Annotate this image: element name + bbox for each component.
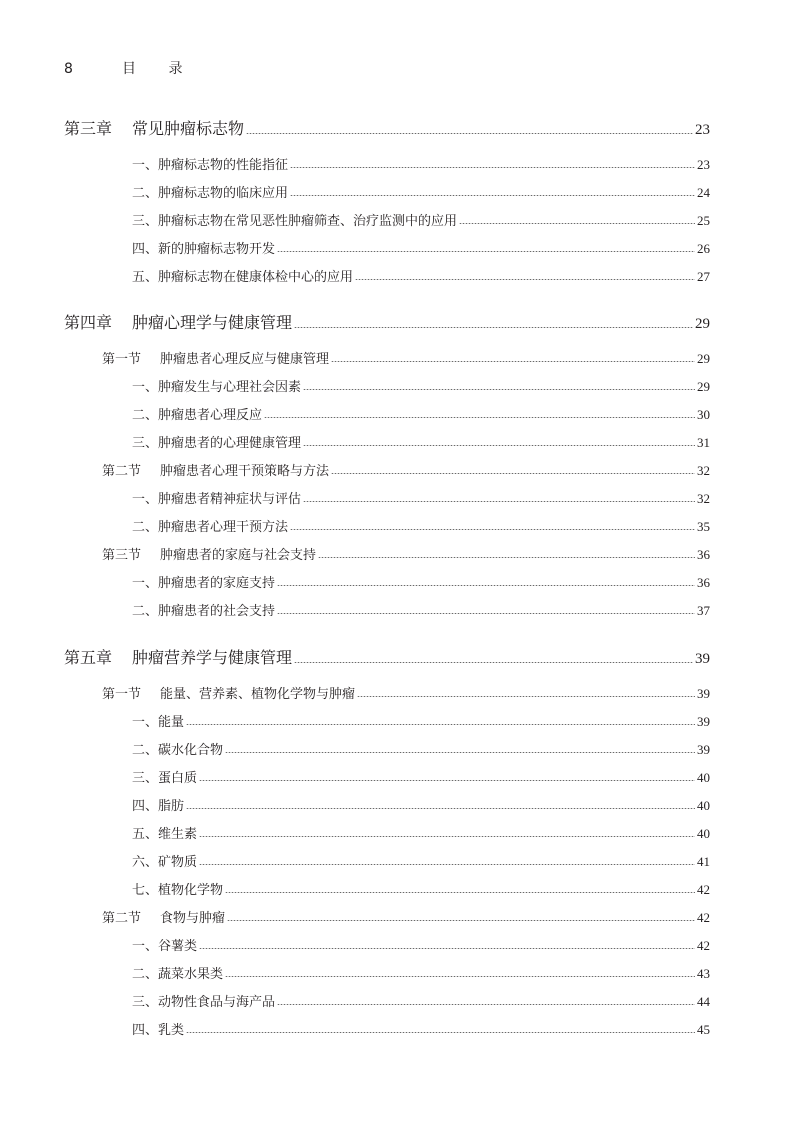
toc-item-label bbox=[132, 182, 288, 201]
dot-leader bbox=[331, 473, 695, 474]
toc-page-number: 23 bbox=[697, 157, 710, 172]
toc-page-number: 32 bbox=[697, 491, 710, 506]
toc-item-label bbox=[132, 711, 184, 730]
toc-section-row[interactable] bbox=[64, 544, 710, 563]
toc-item-row[interactable] bbox=[64, 823, 710, 842]
toc-item-title: 二、肿瘤患者的社会支持 bbox=[132, 604, 276, 619]
toc-chapter-title: 常见肿瘤标志物 bbox=[132, 119, 245, 138]
toc-section-title: 肿瘤患者的家庭与社会支持 bbox=[160, 548, 317, 563]
toc-page-number: 26 bbox=[697, 241, 710, 256]
toc-item-title: 四、脂肪 bbox=[132, 799, 185, 814]
toc-section-label bbox=[102, 683, 355, 702]
toc-item-title: 二、肿瘤患者心理反应 bbox=[132, 408, 263, 423]
toc-item-row[interactable] bbox=[64, 879, 710, 898]
toc-item-row[interactable] bbox=[64, 182, 710, 201]
toc-page-number: 40 bbox=[697, 770, 710, 785]
toc-item-label bbox=[132, 795, 184, 814]
toc-chapter-title: 肿瘤营养学与健康管理 bbox=[132, 648, 293, 667]
toc-item-label bbox=[132, 879, 223, 898]
toc-page-number: 43 bbox=[697, 966, 710, 981]
toc-item-title: 二、碳水化合物 bbox=[132, 743, 224, 758]
toc-chapter-title: 肿瘤心理学与健康管理 bbox=[132, 313, 293, 332]
toc-page-number: 44 bbox=[697, 994, 710, 1009]
toc-section-label bbox=[102, 544, 316, 563]
toc-section-row[interactable] bbox=[64, 683, 710, 702]
toc-item-row[interactable] bbox=[64, 488, 710, 507]
toc-page-number: 42 bbox=[697, 910, 710, 925]
toc-item-label bbox=[132, 767, 197, 786]
toc-section-number: 第一节 bbox=[102, 687, 142, 702]
toc-page-number: 36 bbox=[697, 547, 710, 562]
toc-section-number: 第一节 bbox=[102, 352, 142, 367]
dot-leader bbox=[331, 361, 695, 362]
dot-leader bbox=[303, 389, 695, 390]
toc-section-title: 肿瘤患者心理反应与健康管理 bbox=[160, 352, 330, 367]
dot-leader bbox=[225, 976, 695, 977]
toc-page-number: 35 bbox=[697, 519, 710, 534]
toc-item-row[interactable] bbox=[64, 795, 710, 814]
toc-section-number: 第二节 bbox=[102, 911, 142, 926]
toc-item-row[interactable] bbox=[64, 238, 710, 257]
dot-leader bbox=[186, 1032, 695, 1033]
dot-leader bbox=[290, 167, 695, 168]
toc-item-label bbox=[132, 991, 275, 1010]
toc-section-label bbox=[102, 907, 225, 926]
toc-chapter-number: 第五章 bbox=[64, 648, 113, 667]
dot-leader bbox=[186, 808, 695, 809]
toc-item-row[interactable] bbox=[64, 432, 710, 451]
toc-section-title: 肿瘤患者心理干预策略与方法 bbox=[160, 464, 330, 479]
toc-item-row[interactable] bbox=[64, 266, 710, 285]
toc-page-number: 29 bbox=[697, 351, 710, 366]
dot-leader bbox=[186, 724, 695, 725]
toc-chapter-row[interactable] bbox=[64, 310, 710, 333]
toc-page-number: 40 bbox=[697, 826, 710, 841]
dot-leader bbox=[355, 279, 695, 280]
dot-leader bbox=[225, 752, 695, 753]
toc-item-label bbox=[132, 1019, 184, 1038]
toc-section-title: 食物与肿瘤 bbox=[160, 911, 226, 926]
toc-section-label bbox=[102, 460, 329, 479]
toc-item-row[interactable] bbox=[64, 739, 710, 758]
running-head bbox=[64, 58, 196, 78]
toc-page-number: 45 bbox=[697, 1022, 710, 1037]
dot-leader bbox=[290, 195, 695, 196]
toc-chapter-row[interactable] bbox=[64, 116, 710, 139]
toc-item-title: 五、维生素 bbox=[132, 827, 198, 842]
toc-item-label bbox=[132, 935, 197, 954]
toc-item-label bbox=[132, 210, 457, 229]
dot-leader bbox=[303, 501, 695, 502]
toc-item-row[interactable] bbox=[64, 600, 710, 619]
running-head-title: 目 录 bbox=[122, 61, 197, 77]
toc-item-title: 三、肿瘤标志物在常见恶性肿瘤筛查、治疗监测中的应用 bbox=[132, 214, 458, 229]
toc-item-title: 三、蛋白质 bbox=[132, 771, 198, 786]
toc-page-number: 40 bbox=[697, 798, 710, 813]
toc-item-title: 七、植物化学物 bbox=[132, 883, 224, 898]
toc-item-row[interactable] bbox=[64, 376, 710, 395]
toc-item-title: 二、肿瘤标志物的临床应用 bbox=[132, 186, 289, 201]
dot-leader bbox=[318, 557, 695, 558]
toc-section-number: 第三节 bbox=[102, 548, 142, 563]
toc-page-number: 39 bbox=[697, 686, 710, 701]
toc-chapter-row[interactable] bbox=[64, 645, 710, 668]
toc-item-title: 三、动物性食品与海产品 bbox=[132, 995, 276, 1010]
toc-item-label bbox=[132, 488, 301, 507]
toc-item-row[interactable] bbox=[64, 767, 710, 786]
toc-item-title: 一、能量 bbox=[132, 715, 185, 730]
toc-item-row[interactable] bbox=[64, 991, 710, 1010]
toc-page-number: 41 bbox=[697, 854, 710, 869]
toc-chapter-number: 第三章 bbox=[64, 119, 113, 138]
dot-leader bbox=[199, 948, 695, 949]
toc-page-number: 42 bbox=[697, 882, 710, 897]
toc-section-row[interactable] bbox=[64, 460, 710, 479]
toc-page-number: 31 bbox=[697, 435, 710, 450]
toc-page-number: 39 bbox=[697, 742, 710, 757]
toc-item-row[interactable] bbox=[64, 154, 710, 173]
dot-leader bbox=[294, 327, 693, 328]
toc-section-label bbox=[102, 348, 329, 367]
toc-item-label bbox=[132, 404, 262, 423]
dot-leader bbox=[277, 1004, 695, 1005]
dot-leader bbox=[294, 662, 693, 663]
dot-leader bbox=[290, 529, 695, 530]
toc-item-label bbox=[132, 739, 223, 758]
toc-item-row[interactable] bbox=[64, 516, 710, 535]
toc-item-label bbox=[132, 432, 301, 451]
toc-item-title: 一、肿瘤患者精神症状与评估 bbox=[132, 492, 302, 507]
toc-item-title: 二、肿瘤患者心理干预方法 bbox=[132, 520, 289, 535]
toc-item-row[interactable] bbox=[64, 1019, 710, 1038]
toc-page-number: 42 bbox=[697, 938, 710, 953]
toc-item-title: 一、肿瘤发生与心理社会因素 bbox=[132, 380, 302, 395]
toc-item-label bbox=[132, 572, 275, 591]
toc-item-row[interactable] bbox=[64, 210, 710, 229]
toc-page-number: 24 bbox=[697, 185, 710, 200]
toc-chapter-label bbox=[64, 310, 292, 333]
toc-item-row[interactable] bbox=[64, 572, 710, 591]
toc-item-label bbox=[132, 851, 197, 870]
toc-item-label bbox=[132, 516, 288, 535]
toc-item-title: 二、蔬菜水果类 bbox=[132, 967, 224, 982]
toc-item-row[interactable] bbox=[64, 935, 710, 954]
dot-leader bbox=[199, 836, 695, 837]
toc-item-title: 六、矿物质 bbox=[132, 855, 198, 870]
toc-item-title: 四、乳类 bbox=[132, 1023, 185, 1038]
dot-leader bbox=[303, 445, 695, 446]
toc-chapter-number: 第四章 bbox=[64, 313, 113, 332]
toc-item-title: 一、肿瘤患者的家庭支持 bbox=[132, 576, 276, 591]
toc-page-number: 25 bbox=[697, 213, 710, 228]
toc-item-label bbox=[132, 600, 275, 619]
toc-page-number: 36 bbox=[697, 575, 710, 590]
dot-leader bbox=[264, 417, 695, 418]
toc-item-title: 一、谷薯类 bbox=[132, 939, 198, 954]
toc-item-label bbox=[132, 238, 275, 257]
toc-item-row[interactable] bbox=[64, 404, 710, 423]
toc-page-number: 23 bbox=[695, 122, 710, 138]
toc-item-label bbox=[132, 266, 353, 285]
toc-page-number: 27 bbox=[697, 269, 710, 284]
toc-page-number: 29 bbox=[695, 316, 710, 332]
toc-page-number: 29 bbox=[697, 379, 710, 394]
toc-page-number: 39 bbox=[695, 651, 710, 667]
toc-item-label bbox=[132, 154, 288, 173]
dot-leader bbox=[277, 613, 695, 614]
toc-section-row[interactable] bbox=[64, 348, 710, 367]
dot-leader bbox=[246, 133, 693, 134]
toc-item-row[interactable] bbox=[64, 963, 710, 982]
toc-chapter-label bbox=[64, 116, 244, 139]
dot-leader bbox=[277, 585, 695, 586]
page-number: 8 bbox=[64, 61, 73, 77]
toc-item-label bbox=[132, 376, 301, 395]
dot-leader bbox=[227, 920, 695, 921]
dot-leader bbox=[225, 892, 695, 893]
toc-page-number: 32 bbox=[697, 463, 710, 478]
toc-item-title: 一、肿瘤标志物的性能指征 bbox=[132, 158, 289, 173]
toc-page-number: 30 bbox=[697, 407, 710, 422]
toc-section-row[interactable] bbox=[64, 907, 710, 926]
toc-item-title: 四、新的肿瘤标志物开发 bbox=[132, 242, 276, 257]
dot-leader bbox=[357, 696, 695, 697]
toc-item-label bbox=[132, 963, 223, 982]
dot-leader bbox=[199, 864, 695, 865]
toc-item-row[interactable] bbox=[64, 851, 710, 870]
toc-item-row[interactable] bbox=[64, 711, 710, 730]
dot-leader bbox=[199, 780, 695, 781]
toc-item-title: 三、肿瘤患者的心理健康管理 bbox=[132, 436, 302, 451]
toc-item-title: 五、肿瘤标志物在健康体检中心的应用 bbox=[132, 270, 354, 285]
toc-item-label bbox=[132, 823, 197, 842]
toc-section-title: 能量、营养素、植物化学物与肿瘤 bbox=[160, 687, 356, 702]
toc-chapter-label bbox=[64, 645, 292, 668]
dot-leader bbox=[277, 251, 695, 252]
toc-page-number: 39 bbox=[697, 714, 710, 729]
dot-leader bbox=[459, 223, 695, 224]
toc-page-number: 37 bbox=[697, 603, 710, 618]
toc-section-number: 第二节 bbox=[102, 464, 142, 479]
